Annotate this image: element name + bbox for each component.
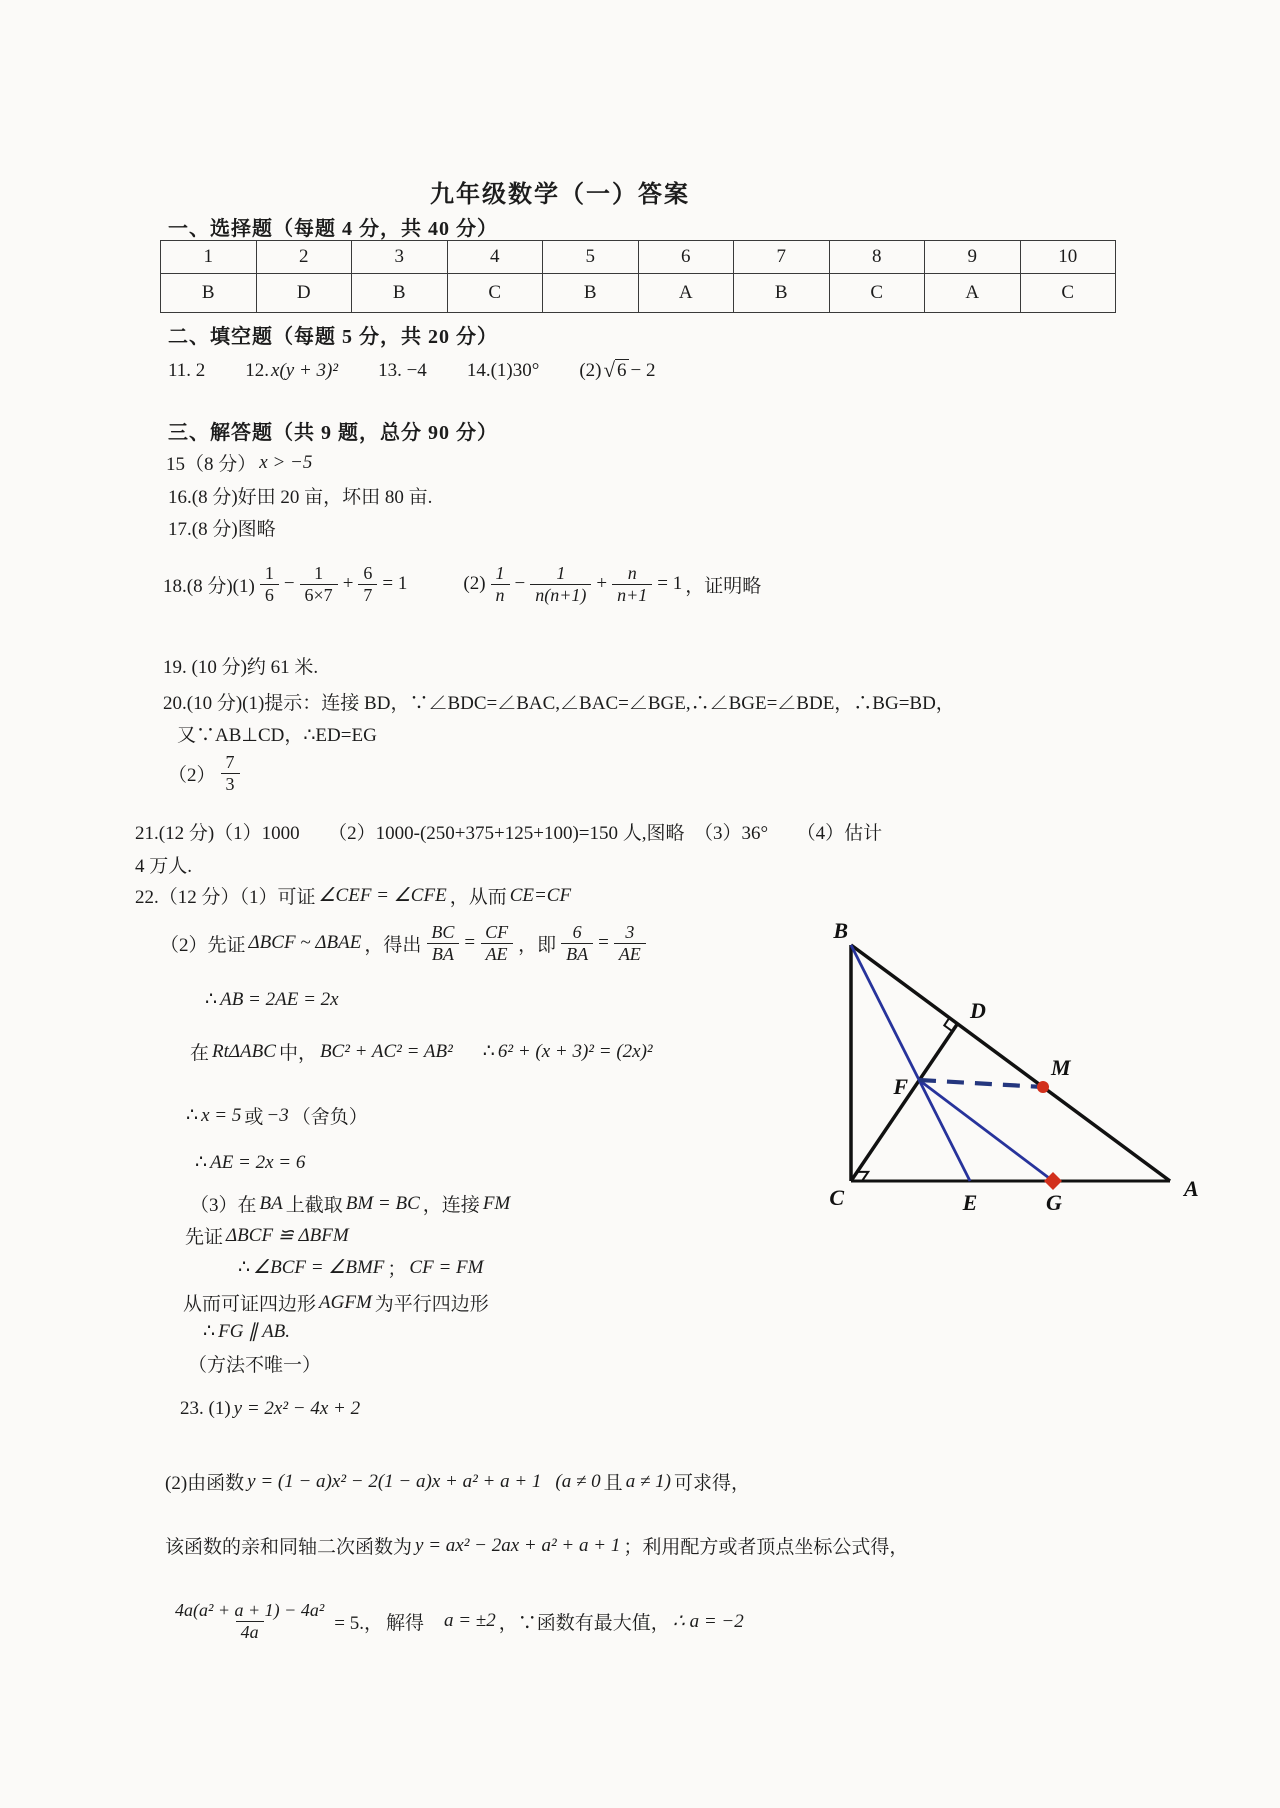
table-answer-row <box>161 274 1116 313</box>
page-title: 九年级数学（一）答案 <box>430 182 690 208</box>
answer-19: 19. (10 分)约 61 米. <box>163 657 319 678</box>
answer-22-line11: ∴ FG ∥ AB. <box>203 1321 291 1342</box>
fraction: $\frac{BC}{BA}$ <box>426 922 459 964</box>
side-ab <box>851 945 1170 1181</box>
table-header-cell: 5 <box>543 241 639 274</box>
answer-table <box>160 240 1116 313</box>
fraction: $\frac{7}{3}$ <box>221 752 240 794</box>
answer-22-line5: ∴ x = 5 或 −3 （舍负） <box>186 1104 368 1128</box>
vertex-label-g: G <box>1046 1190 1062 1215</box>
answer-17: 17.(8 分)图略 <box>168 519 276 540</box>
answer-22-line8: 先证 ΔBCF ≌ ΔBFM <box>185 1225 349 1248</box>
answer-20-part2: （2） $\frac{7}{3}$ <box>168 752 242 794</box>
vertex-label-f: F <box>893 1074 908 1099</box>
fraction: $\frac{\text{4a(a² + a + 1) − 4a²}}{4a}$ <box>175 1600 325 1642</box>
segment-fm-dashed <box>919 1080 1043 1087</box>
section2-heading: 二、填空题（每题 5 分，共 20 分） <box>168 326 498 348</box>
table-answer-cell: C <box>447 274 543 313</box>
table-answer-cell: D <box>256 274 352 313</box>
answer-14-1: 14.(1)30° <box>466 359 540 381</box>
table-header-row <box>161 241 1116 274</box>
table-answer-cell: B <box>161 274 257 313</box>
table-answer-cell: B <box>734 274 830 313</box>
answer-23-line2: (2)由函数 y = (1 − a)x² − 2(1 − a)x + a² + a + 1 (a ≠ 0 且 a ≠ 1) 可求得， <box>165 1470 750 1494</box>
answer-14-2: (2) √ 6 − 2 <box>579 358 656 382</box>
fill-in-answers-line <box>168 358 655 383</box>
vertex-label-a: A <box>1184 1176 1199 1201</box>
segment-cd <box>851 1023 958 1181</box>
segment-fg <box>919 1080 1053 1181</box>
table-header-cell: 2 <box>256 241 352 274</box>
answer-12: 12. x(y + 3)² <box>245 359 339 381</box>
table-header-cell: 7 <box>734 241 830 274</box>
answer-22-line12: （方法不唯一） <box>188 1355 322 1376</box>
fraction: $\frac{6}{7}$ <box>358 563 377 605</box>
answer-20-line1: 20.(10 分)(1)提示：连接 BD，∵∠BDC=∠BAC,∠BAC=∠BGE,∴∠BGE=∠BDE，∴BG=BD， <box>163 693 955 714</box>
section3-heading: 三、解答题（共 9 题，总分 90 分） <box>168 422 498 444</box>
table-header-cell: 8 <box>829 241 925 274</box>
vertex-label-e: E <box>962 1190 978 1215</box>
section1-heading: 一、选择题（每题 4 分，共 40 分） <box>168 218 498 240</box>
table-header-cell: 1 <box>161 241 257 274</box>
answer-22-line1: 22.（12 分）（1）可证 ∠CEF = ∠CFE ，从而 CE=CF <box>135 884 572 908</box>
answer-20-line2: 又∵AB⊥CD，∴ED=EG <box>177 725 377 746</box>
point-m <box>1037 1081 1049 1093</box>
fraction: $\frac{3}{AE}$ <box>614 922 646 964</box>
table-answer-cell: C <box>829 274 925 313</box>
fraction: $\frac{CF}{AE}$ <box>480 922 513 964</box>
fraction: $\frac{6}{BA}$ <box>561 922 593 964</box>
segment-be <box>851 945 970 1181</box>
fraction: $\frac{1}{n(n+1)}$ <box>530 563 591 605</box>
table-header-cell: 3 <box>352 241 448 274</box>
answer-18: 18.(8 分)(1) $\frac{1}{6}$ − $\frac{1}{6\times 7}$ + $\frac{6}{7}$ = 1 (2) $\frac{1}{n}$ − $\frac{1}{n(n+1)}$ + $\frac{n}{n+1}$ = 1 ，证明略 <box>163 563 762 605</box>
answer-23-line3: 该函数的亲和同轴二次函数为 y = ax² − 2ax + a² + a + 1 ；利用配方或者顶点坐标公式得， <box>165 1534 909 1558</box>
answer-11: 11. 2 <box>168 359 206 381</box>
table-header-cell: 9 <box>925 241 1021 274</box>
table-answer-cell: B <box>543 274 639 313</box>
answer-16: 16.(8 分)好田 20 亩，坏田 80 亩. <box>168 487 433 508</box>
answer-22-line4: 在 RtΔABC 中， BC² + AC² = AB² ∴ 6² + (x + 3)² = (2x)² <box>190 1040 653 1064</box>
answer-13: 13. −4 <box>378 359 427 381</box>
fraction: $\frac{n}{n+1}$ <box>612 563 652 605</box>
fraction: $\frac{1}{6\times 7}$ <box>300 563 338 605</box>
answer-22-line6: ∴ AE = 2x = 6 <box>195 1151 306 1173</box>
vertex-label-d: D <box>970 998 986 1023</box>
table-header-cell: 6 <box>638 241 734 274</box>
vertex-label-m: M <box>1051 1055 1071 1080</box>
answer-22-line3: ∴ AB = 2AE = 2x <box>205 988 339 1010</box>
answer-23-line4: $\frac{\text{4a(a² + a + 1) − 4a²}}{4a}$ = 5.， 解得 a = ±2 ，∵函数有最大值， ∴ a = −2 <box>168 1600 744 1642</box>
table-answer-cell: A <box>925 274 1021 313</box>
table-answer-cell: B <box>352 274 448 313</box>
answer-22-line7: （3）在 BA 上截取 BM = BC ，连接 FM <box>190 1192 511 1216</box>
radical-sign: √ <box>603 358 616 382</box>
answer-21-line1: 21.(12 分)（1）1000 （2）1000-(250+375+125+100)=150 人,图略 （3）36° （4）估计 <box>135 823 883 844</box>
answer-22-line10: 从而可证四边形 AGFM 为平行四边形 <box>183 1291 489 1315</box>
answer-21-line2: 4 万人. <box>135 856 193 877</box>
table-answer-cell: C <box>1020 274 1116 313</box>
table-answer-cell: A <box>638 274 734 313</box>
fraction: $\frac{1}{6}$ <box>260 563 279 605</box>
answer-15: 15（8 分） x > −5 <box>166 451 313 475</box>
vertex-label-c: C <box>829 1185 844 1210</box>
answer-22-line9: ∴ ∠BCF = ∠BMF ； CF = FM <box>238 1256 484 1280</box>
fraction: $\frac{1}{n}$ <box>491 563 510 605</box>
table-header-cell: 10 <box>1020 241 1116 274</box>
answer-22-line2: （2）先证 ΔBCF ~ ΔBAE ，得出 $\frac{BC}{BA}$ = $\frac{CF}{AE}$ ，即 $\frac{6}{BA}$ = $\frac{3}{AE}$ <box>160 922 648 964</box>
answer-23-line1: 23. (1) y = 2x² − 4x + 2 <box>180 1398 361 1419</box>
vertex-label-b: B <box>833 918 848 943</box>
geometry-figure <box>818 898 1218 1228</box>
table-header-cell: 4 <box>447 241 543 274</box>
